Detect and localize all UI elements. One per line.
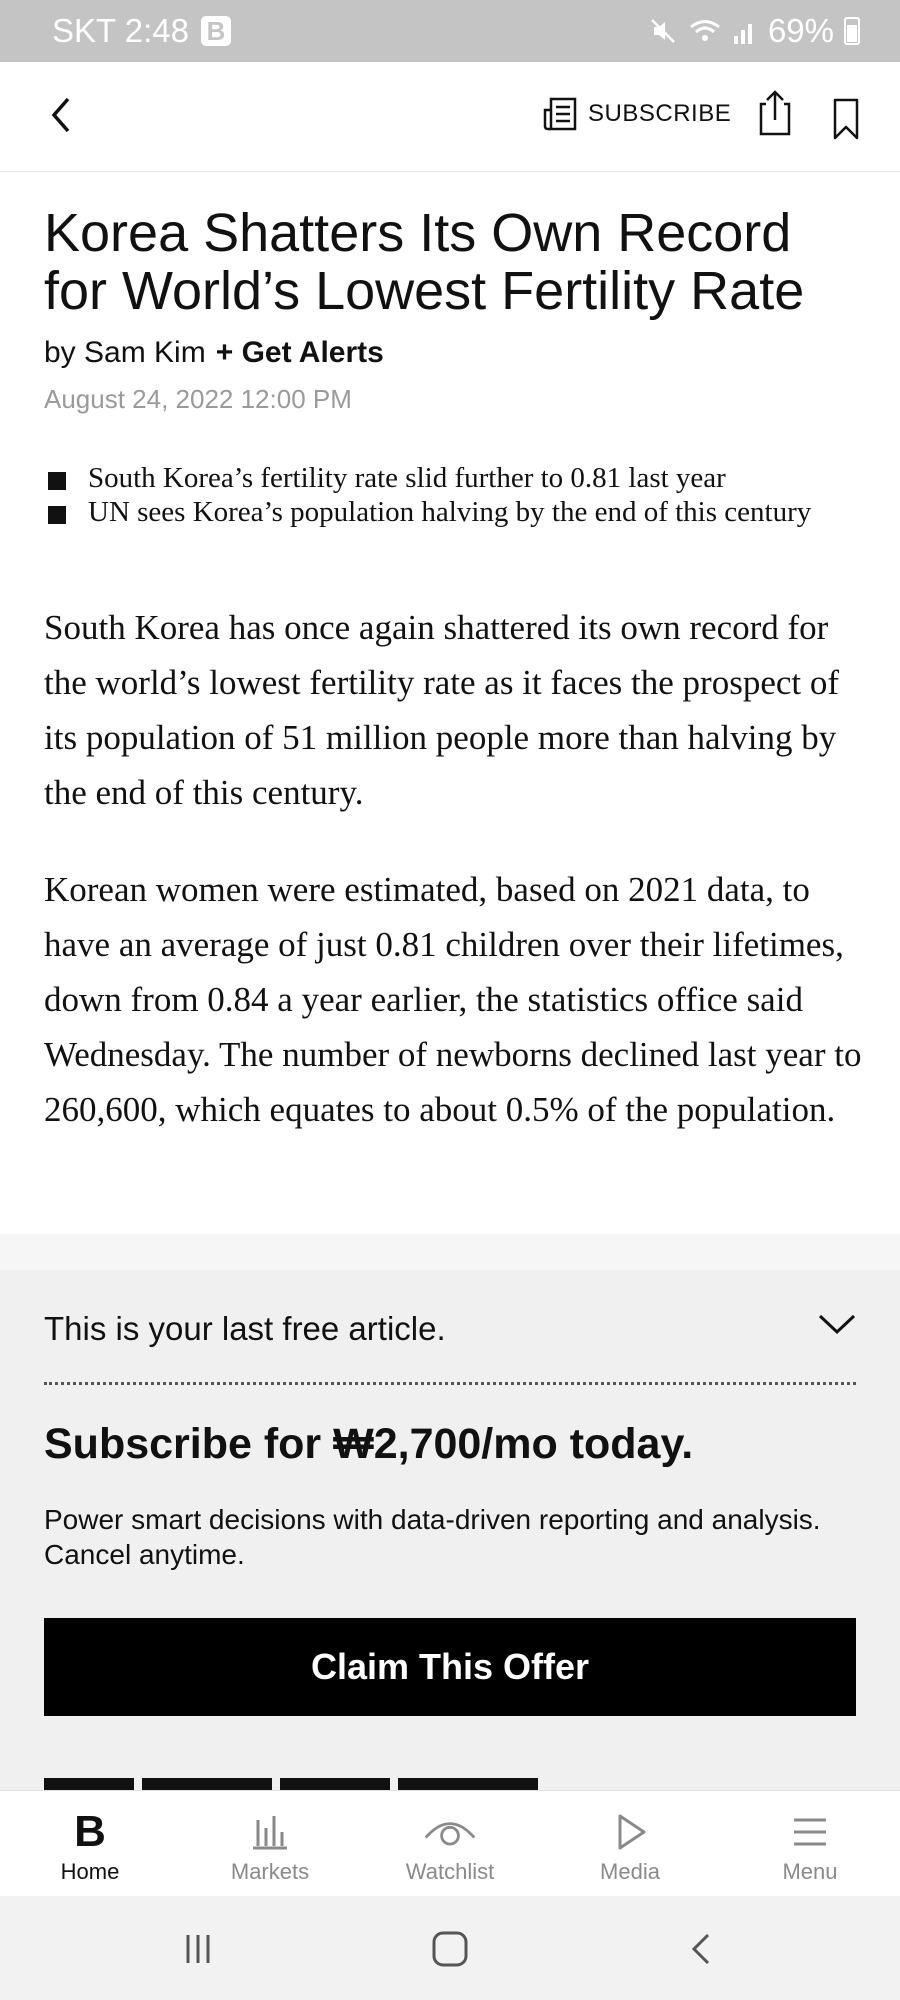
share-button[interactable] bbox=[755, 88, 795, 138]
tab-label: Menu bbox=[782, 1859, 838, 1884]
bullet-square-icon bbox=[48, 506, 66, 524]
system-back-button[interactable] bbox=[672, 1926, 732, 1972]
paywall-separator bbox=[0, 1234, 900, 1270]
bottom-tab-bar bbox=[0, 1790, 900, 1896]
offer-description: Power smart decisions with data-driven reporting and analysis. Cancel anytime. bbox=[44, 1504, 821, 1570]
get-alerts-button[interactable]: + Get Alerts bbox=[215, 336, 384, 369]
bookmark-button[interactable] bbox=[826, 96, 866, 142]
article-paragraph: Korean women were estimated, based on 2021 data, to have an average of just 0.81 children over their lifetimes, down from 0.84 a year earlier, the statistics office said Wednesday. The number of newborns declined last year to 260,600, which equates to about 0.5% of the population. bbox=[44, 870, 862, 1129]
battery-percent: 69% bbox=[767, 12, 834, 49]
offer-title: Subscribe for ₩2,700/mo today. bbox=[44, 1420, 694, 1468]
top-nav bbox=[0, 62, 900, 172]
publish-date: August 24, 2022 12:00 PM bbox=[44, 384, 352, 414]
dotted-divider bbox=[44, 1382, 856, 1385]
eye-icon bbox=[422, 1809, 478, 1855]
bookmark-icon bbox=[826, 96, 866, 142]
summary-bullet: UN sees Korea’s population halving by the end of this century bbox=[48, 498, 848, 526]
wifi-icon bbox=[688, 16, 722, 46]
chevron-left-icon bbox=[46, 93, 76, 137]
paywall-panel bbox=[0, 1270, 900, 1790]
status-bar bbox=[0, 0, 900, 62]
subscribe-label: SUBSCRIBE bbox=[588, 100, 732, 127]
cut-off-text bbox=[44, 1770, 644, 1790]
b-notification-icon: B bbox=[201, 16, 231, 46]
chevron-left-icon bbox=[682, 1929, 722, 1969]
recent-apps-icon bbox=[178, 1929, 218, 1969]
newspaper-icon bbox=[542, 96, 578, 132]
tab-menu[interactable] bbox=[720, 1791, 900, 1897]
summary-bullets bbox=[48, 464, 848, 532]
back-button[interactable] bbox=[36, 90, 86, 140]
last-free-notice: This is your last free article. bbox=[44, 1310, 446, 1347]
tab-label: Home bbox=[60, 1859, 120, 1884]
bullet-square-icon bbox=[48, 472, 66, 490]
subscribe-button[interactable] bbox=[542, 96, 731, 132]
mute-icon bbox=[648, 16, 678, 46]
recent-apps-button[interactable] bbox=[168, 1926, 228, 1972]
share-icon bbox=[755, 88, 795, 138]
article-headline: Korea Shatters Its Own Record for World’s Lowest Fertility Rate bbox=[44, 203, 805, 321]
hamburger-icon bbox=[782, 1809, 838, 1855]
tab-label: Media bbox=[600, 1859, 660, 1884]
tab-markets[interactable] bbox=[180, 1791, 360, 1897]
bloomberg-b-icon: B bbox=[74, 1807, 106, 1856]
status-right bbox=[648, 12, 860, 50]
tab-media[interactable] bbox=[540, 1791, 720, 1897]
tab-watchlist[interactable] bbox=[360, 1791, 540, 1897]
battery-icon bbox=[844, 17, 860, 45]
home-button[interactable] bbox=[420, 1926, 480, 1972]
byline bbox=[44, 336, 384, 370]
tab-label: Watchlist bbox=[405, 1859, 495, 1884]
claim-offer-button[interactable]: Claim This Offer bbox=[44, 1618, 856, 1716]
bar-chart-icon bbox=[242, 1809, 298, 1855]
system-nav-bar bbox=[0, 1896, 900, 2000]
collapse-paywall-button[interactable] bbox=[812, 1304, 862, 1344]
summary-bullet: South Korea’s fertility rate slid further to 0.81 last year bbox=[48, 464, 848, 492]
tab-label: Markets bbox=[230, 1859, 310, 1884]
article-paragraph: South Korea has once again shattered its own record for the world’s lowest fertility rate as it faces the prospect of its population of 51 million people more than halving by the end of this century. bbox=[44, 608, 840, 812]
carrier-time: SKT 2:48 bbox=[52, 12, 189, 49]
status-left bbox=[52, 12, 231, 50]
chevron-down-icon bbox=[812, 1304, 862, 1344]
home-square-icon bbox=[428, 1927, 472, 1971]
play-icon bbox=[602, 1809, 658, 1855]
signal-icon bbox=[732, 16, 758, 46]
tab-home[interactable] bbox=[0, 1791, 180, 1897]
author-link[interactable]: by Sam Kim bbox=[44, 336, 206, 369]
